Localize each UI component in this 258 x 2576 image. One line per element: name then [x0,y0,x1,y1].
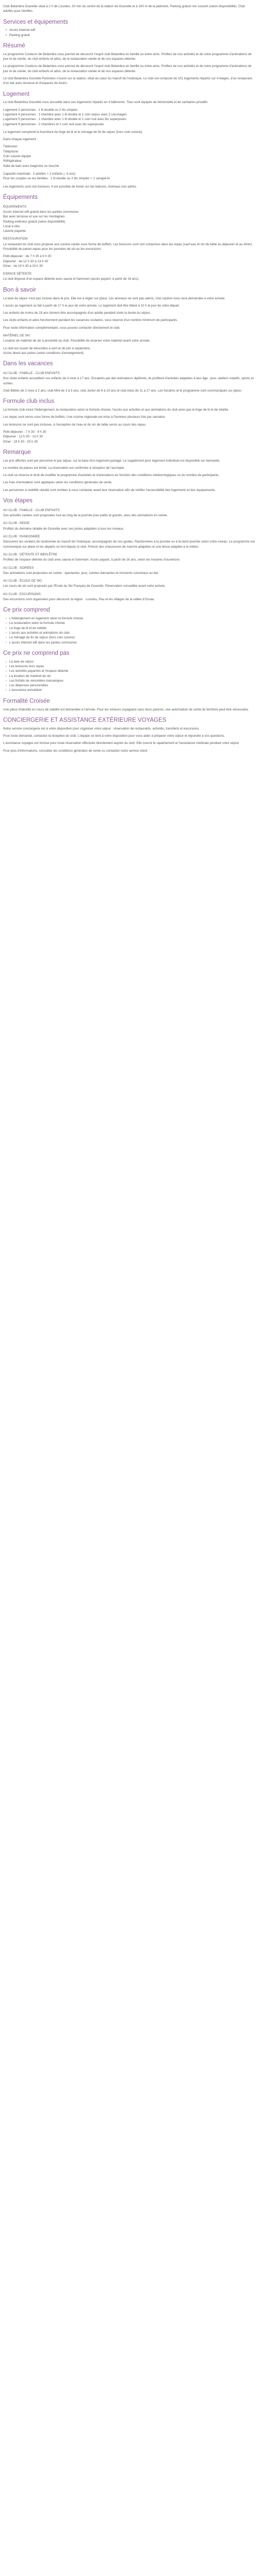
prix-exclu-section [3,650,255,693]
equipements-lead: ÉQUIPEMENTS [3,205,27,209]
etape-text: Des activités variées sont proposées tout au long de la journée pour petits et grands, avec des animations en soirée. [3,514,168,518]
prix-comprend-item: › L'accès Internet wifi dans les parties communes [9,640,255,645]
meal-hour-line: Petit-déjeuner : de 7 h 30 à 9 h 30 [3,255,52,259]
prix-exclu-item: › La taxe de séjour [9,659,255,664]
conciergerie-section [3,717,255,753]
prix-comprend-section [3,607,255,645]
etape-lead: AU CLUB : DÉTENTE ET BIEN-ÊTRE [3,552,58,556]
conciergerie-paragraph: Pour toute demande, contactez la réception du club. L'équipe se tient à votre disposition pour vous aider à préparer votre séjour et répondre à vos questions. [3,734,225,738]
logement-line: Logement 5 personnes : 1 chambre avec 1 lit double et 1 coin nuit avec lits superposés [3,117,126,122]
prix-exclu-item: › Les forfaits de remontées mécaniques [9,679,255,683]
etape-text: Des animations sont proposées en soirée : spectacles, jeux, soirées dansantes et moments conviviaux au bar. [3,571,159,575]
resume-paragraph: Le programme Couleurs de Belambra vous permet de découvrir l'esprit club Belambra en famille ou entre amis. Profitez de nos activités et de notre programme d'animations de jour et de soirée, du club enfants et ados, de la restauration variée et de nos espaces détente. [3,52,252,61]
capacity-line: Pour les couples ou les familles : 1 lit double ou 2 lits simples + 1 canapé-lit [3,177,110,181]
bon-heading: Bon à savoir [3,286,36,293]
detente-text: Le club dispose d'un espace détente avec sauna et hammam (accès payant, à partir de 16 ans). [3,277,139,281]
services-section [3,19,255,38]
services-item: • Accès Internet wifi [9,28,255,32]
prix-comprend-heading: Ce prix comprend [3,607,50,614]
etape-text: Les cours de ski sont proposés par l'École du Ski Français de Gourette. Réservation conseillée avant votre arrivée. [3,584,166,588]
materiel-lead: MATÉRIEL DE SKI [3,334,30,338]
conciergerie-paragraph: Notre service conciergerie est à votre disposition pour organiser votre séjour : réservation de restaurants, activités, transferts et excursions. [3,726,200,731]
formule-section [3,398,255,444]
etape-lead: AU CLUB : EXCURSIONS [3,592,41,596]
amenity-item: Coin cuisine équipé [3,155,31,159]
resume-heading: Résumé [3,42,25,49]
prix-exclu-item: › Les boissons hors repas [9,664,255,669]
vacances-lead: AU CLUB : FAMILLE - CLUB ENFANTS [3,371,60,376]
etape-text: Des excursions sont organisées pour découvrir la région : Lourdes, Pau et les villages de la vallée d'Ossau. [3,598,155,602]
etape-text: Profitez du domaine skiable de Gourette avec ses pistes adaptées à tous les niveaux. [3,527,124,531]
logement-lines [3,108,255,127]
conciergerie-paragraph: Pour plus d'informations, consultez les conditions générales de vente ou contactez notre service client. [3,749,149,753]
etapes-heading: Vos étapes [3,498,33,504]
conciergerie-heading: CONCIERGERIE ET ASSISTANCE EXTÉRIEURE VOYAGES [3,717,167,723]
equipement-item: Local à skis [3,224,20,228]
formule-heading: Formule club inclus [3,398,55,405]
logement-intro: Le club Belambra Gourette vous accueille dans ses logements répartis en 4 bâtiments. Tous sont équipés de kitchenette et de sanitaires privatifs. [3,100,208,105]
formule-hour-line: Dîner : 19 h 30 - 20 h 30 [3,439,38,444]
equipements-heading: Équipements [3,194,38,200]
formule-paragraph: Les boissons ne sont pas incluses, à l'exception de l'eau et du vin de table servis au cours des repas. [3,422,147,427]
bon-paragraph: Pour toute information complémentaire, vous pouvez contacter directement le club. [3,326,121,330]
activites-line: Le club est ouvert de décembre à avril et de juin à septembre. [3,346,91,350]
bon-paragraph: Les clubs enfants et ados fonctionnent pendant les vacances scolaires, sous réserve d'un nombre minimum de participants. [3,318,178,323]
logement-capacity [3,172,255,181]
equipement-item: Accès Internet wifi gratuit dans les parties communes [3,210,79,214]
logement-line: Logement 4 personnes : 1 chambre avec 1 lit double et 1 coin séjour avec 2 couchages [3,112,127,116]
activites-line: Accès direct aux pistes (selon conditions d'enneigement). [3,351,85,355]
amenity-item: Télévision [3,145,18,149]
logement-amenities-title: Dans chaque logement : [3,138,38,142]
formule-hours [3,430,255,444]
restauration-lead: RESTAURATION [3,237,28,241]
bon-section [3,287,255,355]
services-heading: Services et équipements [3,19,68,25]
services-list [3,28,255,38]
formule-hour-line: Petit-déjeuner : 7 h 30 - 9 h 30 [3,430,46,434]
amenity-item: Réfrigérateur [3,159,22,163]
activites-lines [3,346,255,356]
meal-hour-line: Déjeuner : de 12 h 30 à 13 h 30 [3,259,49,263]
formalites-section [3,698,255,712]
equipements-section [3,194,255,282]
intro-text: Club Belambra Gourette situé à 2 h de Lourdes, 20 min du centre de la station de Gourette et à 100 m de la patinoire. Parking gratuit non couvert (selon disponibilité). Club adultes pour familles. [3,5,245,13]
etape-lead: AU CLUB : ÉCOLE DE SKI [3,579,42,583]
remarque-paragraph: Les prix affichés sont par personne et par séjour, sur la base d'un logement partagé. Le supplément pour logement individuel est disponible sur demande. [3,459,220,463]
amenity-item: Téléphone [3,149,19,154]
logement-heading: Logement [3,91,30,97]
remarque-paragraph: Les frais d'annulation sont appliqués selon les conditions générales de vente. [3,481,112,485]
prix-exclu-item: › L'assurance annulation [9,688,255,692]
formule-paragraph: La formule club inclut l'hébergement, la restauration selon la formule choisie, l'accès aux activités et aux animations du club ainsi que le linge de lit et de toilette. [3,408,229,412]
vacances-paragraph: Nos clubs enfants accueillent vos enfants de 3 mois à 17 ans. Encadrés par des animateurs diplômés, ils profitent d'activités adaptées à leur âge : jeux, ateliers créatifs, sports et sorties. [3,377,254,385]
services-item: • Parking gratuit [9,33,255,38]
prix-comprend-item: › La restauration selon la formule choisie [9,621,255,625]
amenity-item: Salle de bain avec baignoire ou douche [3,164,59,168]
detente-lead: ESPACE DÉTENTE [3,272,32,276]
prix-comprend-item: › Le linge de lit et de toilette [9,626,255,631]
resume-section [3,43,255,86]
restauration-text: Le restaurant du club vous propose une cuisine variée sous forme de buffets. Les boissons sont non comprises dans les repas (sauf eau et vin de table au déjeuner et au dîner). Possibilité de panier-repas pour les journées de ski ou les excursions. [3,242,253,251]
formule-paragraph: Les repas sont servis sous forme de buffets. Une cuisine régionale est mise à l'honneur plusieurs fois par semaine. [3,415,166,419]
capacity-line: Capacité maximale : 2 adultes + 2 enfants (- 6 ans) [3,172,76,176]
vacances-section [3,361,255,393]
formalites-text: Une pièce d'identité en cours de validité est demandée à l'arrivée. Pour les mineurs voyageant sans leurs parents, une autorisation de sortie du territoire peut être nécessaire. [3,707,249,711]
prix-comprend-item: › L'hébergement en logement selon la formule choisie [9,616,255,621]
resume-paragraph: Le club Belambra Gourette Pyrénées s'ouvre sur la station, situé au cœur du massif de l'Aubisque. Le club est composé de 151 logements répartis sur 4 étages, d'un restaurant, d'un bar avec terrasse et d'espaces de loisirs. [3,76,253,86]
prix-exclu-item: › Les dépenses personnelles [9,683,255,688]
remarque-section [3,449,255,493]
remarque-paragraph: Les personnes à mobilité réduite sont invitées à nous contacter avant leur réservation afin de vérifier l'accessibilité des logements et des équipements. [3,488,216,492]
etape-lead: AU CLUB : SOIRÉES [3,566,34,570]
etape-text: Profitez de l'espace détente du club avec sauna et hammam. Accès payant, à partir de 16 ans, selon les horaires d'ouverture. [3,558,181,562]
bon-paragraph: L'accès au logement se fait à partir de 17 h le jour de votre arrivée. Le logement doit être libéré à 10 h le jour de votre départ. [3,303,180,308]
equipements-list [3,210,255,233]
equipement-item: Laverie payante [3,229,26,233]
logement-note: Le logement comprend la fourniture du linge de lit et le ménage de fin de séjour (hors coin cuisine). [3,130,143,134]
logement-amenities [3,144,255,168]
conciergerie-paragraph: L'assistance voyages est incluse pour toute réservation effectuée directement auprès du club. Elle couvre le rapatriement et l'assistance médicale pendant votre séjour. [3,741,240,745]
remarque-heading: Remarque [3,449,31,455]
formalites-heading: Formalité Croisée [3,698,50,704]
etape-text: Découvrez les sentiers de randonnée du massif de l'Aubisque, accompagnés de nos guides. Randonnées à la journée ou à la demi-journée selon votre niveau. Le programme est communiqué sur place et les départs se font depuis le club. Prévoir des chaussures de marche adaptées et une tenue adaptée à la météo. [3,540,255,549]
remarque-paragraph: Le club se réserve le droit de modifier le programme d'activités et d'animations en fonction des conditions météorologiques ou du nombre de participants. [3,473,220,478]
prix-exclu-heading: Ce prix ne comprend pas [3,650,70,656]
meal-hours [3,254,255,268]
prix-exclu-list [3,659,255,693]
etape-lead: AU CLUB : RANDONNÉE [3,535,40,539]
logement-line: Logement 2 personnes : 1 lit double ou 2 lits simples [3,108,78,112]
etapes-section [3,498,255,602]
vacances-heading: Dans les vacances [3,361,53,367]
meal-hour-line: Dîner : de 19 h 30 à 20 h 30 [3,264,43,268]
prix-comprend-item: › Le ménage de fin de séjour (hors coin cuisine) [9,635,255,640]
etape-lead: AU CLUB : NEIGE [3,521,30,526]
prix-exclu-item: › La location de matériel de ski [9,674,255,679]
remarque-paragraph: Le nombre de places est limité. La réservation est confirmée à réception de l'acompte. [3,466,125,470]
prix-comprend-list [3,616,255,645]
prix-exclu-item: › Les activités payantes et l'espace détente [9,669,255,673]
equipement-item: Parking extérieur gratuit (selon disponibilité) [3,219,66,224]
materiel-text: Location de matériel de ski à proximité du club. Possibilité de réserver votre matériel avant votre arrivée. [3,339,151,343]
vacances-paragraph: Club Bébés de 3 mois à 2 ans, club Mini de 3 à 5 ans, club Junior de 6 à 10 ans et club Ados de 11 à 17 ans. Les horaires et le programme sont communiqués sur place. [3,388,242,393]
resume-paragraph: Le programme Couleurs de Belambra vous permet de découvrir l'esprit club Belambra en famille ou entre amis. Profitez de nos activités et de notre programme d'animations de jour et de soirée, du club enfants et ados, de la restauration variée et de nos espaces détente. [3,64,252,73]
etape-lead: AU CLUB : FAMILLE - CLUB ENFANTS [3,508,60,512]
bon-paragraph: Les enfants de moins de 18 ans doivent être accompagnés d'un adulte pendant toute la durée du séjour. [3,311,151,315]
bon-paragraph: La taxe de séjour n'est pas incluse dans le prix. Elle est à régler sur place. Les animaux ne sont pas admis. Une caution vous sera demandée à votre arrivée. [3,296,225,300]
formule-hour-line: Déjeuner : 12 h 30 - 13 h 30 [3,435,43,439]
page-root [0,0,258,771]
logement-line: Logement 6 personnes : 2 chambres et 1 coin nuit avec lits superposés [3,122,104,126]
equipement-item: Bar avec terrasse et vue sur les montagnes [3,215,65,219]
prix-comprend-item: › L'accès aux activités et animations du club [9,631,255,635]
logement-section [3,91,255,189]
logement-closing: Les logements sont non-fumeurs. Il est possible de fumer sur les balcons. Animaux non admis. [3,184,137,189]
